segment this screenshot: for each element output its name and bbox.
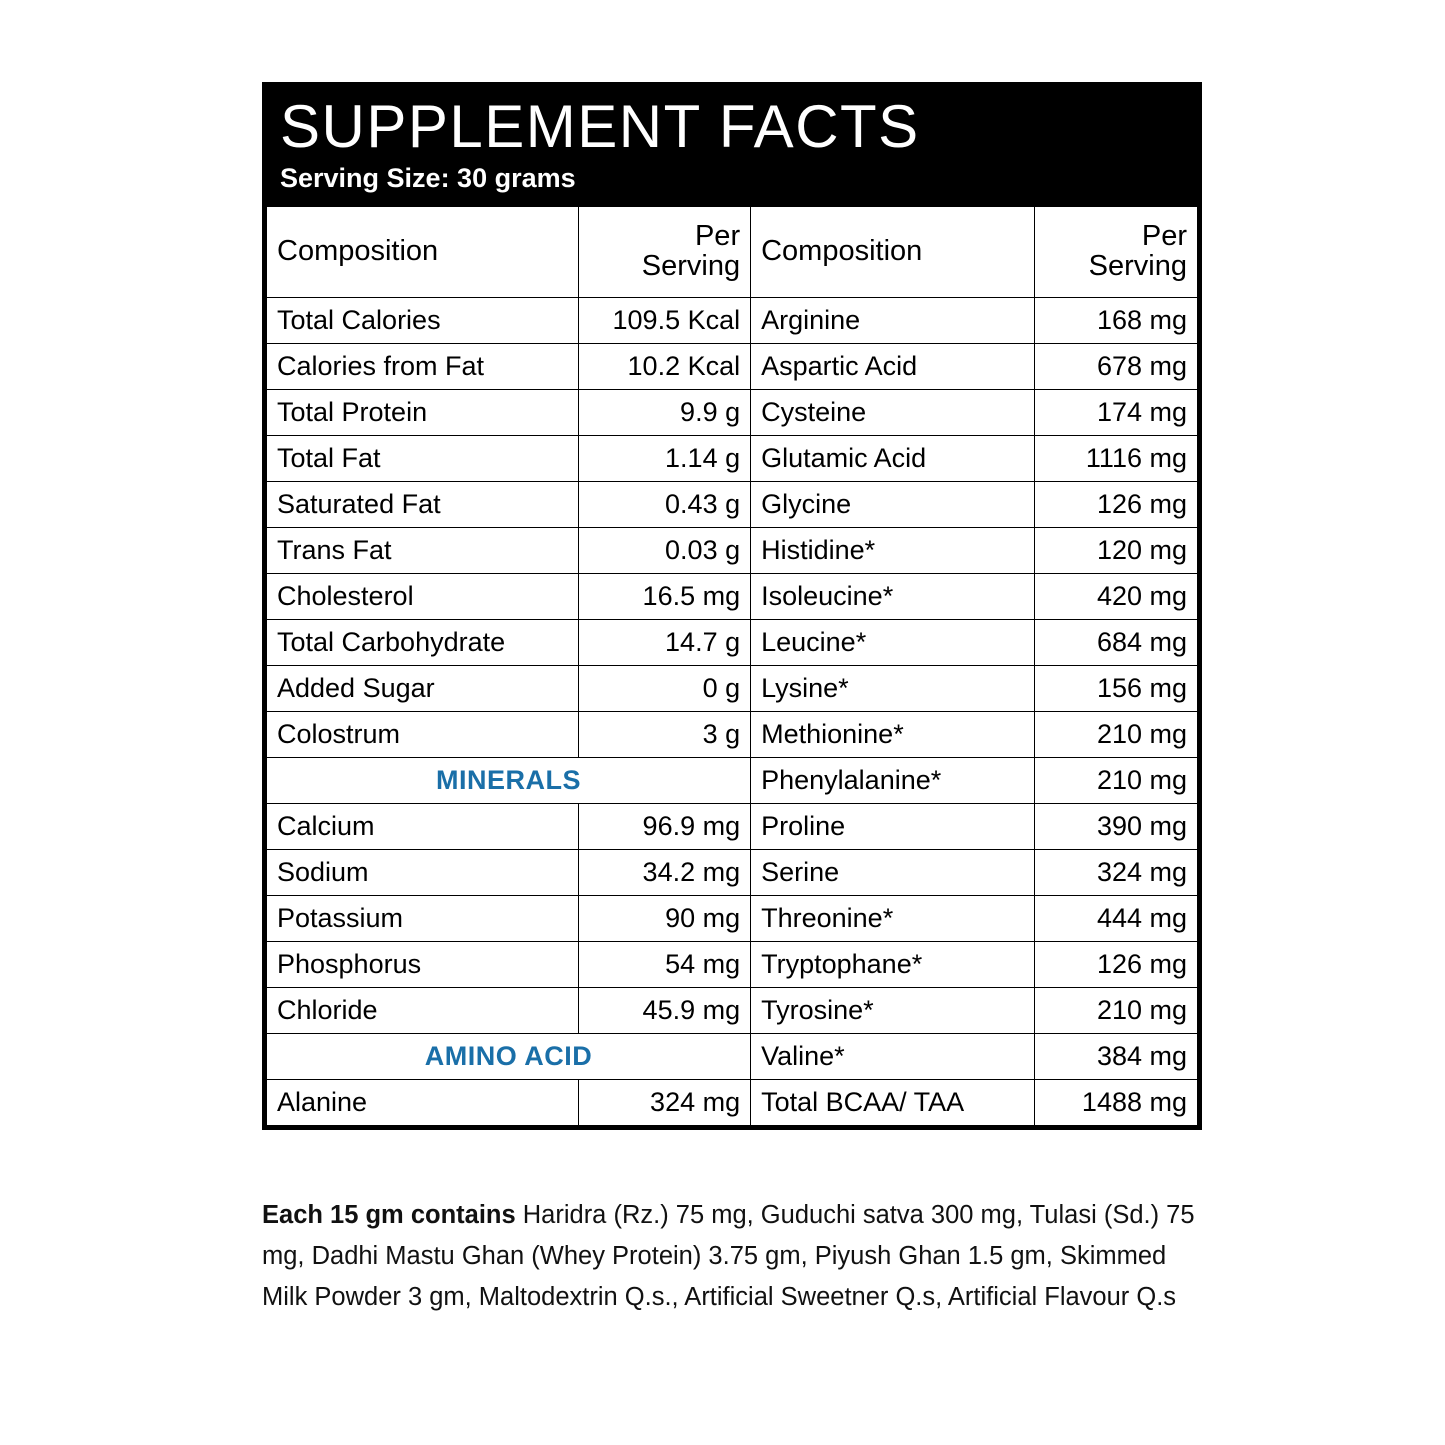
row-label: Total BCAA/ TAA <box>751 1080 1035 1126</box>
table-row <box>267 436 1198 482</box>
row-value: 9.9 g <box>578 390 750 436</box>
row-label: Total Calories <box>267 298 579 344</box>
row-label: Sodium <box>267 850 579 896</box>
row-label: Aspartic Acid <box>751 344 1035 390</box>
table-row <box>267 942 1198 988</box>
row-label: Added Sugar <box>267 666 579 712</box>
row-label: Total Protein <box>267 390 579 436</box>
row-value: 10.2 Kcal <box>578 344 750 390</box>
table-row <box>267 344 1198 390</box>
row-label: Histidine* <box>751 528 1035 574</box>
row-label: Isoleucine* <box>751 574 1035 620</box>
table-row <box>267 390 1198 436</box>
table-row-section-amino-acid <box>267 1034 1198 1080</box>
table-row <box>267 896 1198 942</box>
row-label: Tyrosine* <box>751 988 1035 1034</box>
row-value: 324 mg <box>578 1080 750 1126</box>
nutrition-table-body <box>267 207 1198 1126</box>
row-value: 0 g <box>578 666 750 712</box>
column-header-per-serving-left: Per Serving <box>578 207 750 298</box>
panel-title: SUPPLEMENT FACTS <box>280 93 920 160</box>
row-value: 16.5 mg <box>578 574 750 620</box>
row-label: Valine* <box>751 1034 1035 1080</box>
row-value: 210 mg <box>1035 712 1198 758</box>
row-value: 420 mg <box>1035 574 1198 620</box>
row-label: Potassium <box>267 896 579 942</box>
row-value: 1.14 g <box>578 436 750 482</box>
row-value: 156 mg <box>1035 666 1198 712</box>
row-label: Saturated Fat <box>267 482 579 528</box>
section-header-minerals: MINERALS <box>267 758 751 804</box>
table-row <box>267 712 1198 758</box>
table-row <box>267 298 1198 344</box>
footnote-text: Haridra (Rz.) 75 mg, Guduchi satva 300 mg, Tulasi (Sd.) 75 mg, Dadhi Mastu Ghan (Whey Protein) 3.75 gm, Piyush Ghan 1.5 gm, Skimmed Milk Powder 3 gm, Maltodextrin Q.s., Artificial Sweetner Q.s, Artificial Flavour Q.s <box>262 1201 1195 1311</box>
row-value: 126 mg <box>1035 942 1198 988</box>
row-value: 0.43 g <box>578 482 750 528</box>
row-label: Phenylalanine* <box>751 758 1035 804</box>
row-label: Serine <box>751 850 1035 896</box>
table-row <box>267 574 1198 620</box>
row-label: Total Fat <box>267 436 579 482</box>
serving-size-label: Serving Size: 30 grams <box>280 163 576 193</box>
row-label: Lysine* <box>751 666 1035 712</box>
row-value: 684 mg <box>1035 620 1198 666</box>
column-header-per-serving-right: Per Serving <box>1035 207 1198 298</box>
row-value: 1116 mg <box>1035 436 1198 482</box>
row-value: 3 g <box>578 712 750 758</box>
row-label: Leucine* <box>751 620 1035 666</box>
nutrition-table <box>266 206 1198 1126</box>
table-row <box>267 988 1198 1034</box>
row-label: Proline <box>751 804 1035 850</box>
row-value: 109.5 Kcal <box>578 298 750 344</box>
footnote-lead: Each 15 gm contains <box>262 1201 516 1229</box>
table-header-row <box>267 207 1198 298</box>
row-value: 34.2 mg <box>578 850 750 896</box>
row-label: Total Carbohydrate <box>267 620 579 666</box>
row-value: 174 mg <box>1035 390 1198 436</box>
row-label: Chloride <box>267 988 579 1034</box>
table-row <box>267 528 1198 574</box>
row-value: 384 mg <box>1035 1034 1198 1080</box>
row-label: Calcium <box>267 804 579 850</box>
row-label: Methionine* <box>751 712 1035 758</box>
row-label: Colostrum <box>267 712 579 758</box>
row-label: Tryptophane* <box>751 942 1035 988</box>
column-header-composition-left: Composition <box>267 207 579 298</box>
row-value: 210 mg <box>1035 758 1198 804</box>
table-row-section-minerals <box>267 758 1198 804</box>
row-value: 96.9 mg <box>578 804 750 850</box>
row-value: 90 mg <box>578 896 750 942</box>
table-row <box>267 482 1198 528</box>
supplement-facts-panel <box>262 82 1202 1130</box>
row-label: Calories from Fat <box>267 344 579 390</box>
table-row <box>267 1080 1198 1126</box>
row-value: 444 mg <box>1035 896 1198 942</box>
row-label: Threonine* <box>751 896 1035 942</box>
row-value: 210 mg <box>1035 988 1198 1034</box>
row-value: 678 mg <box>1035 344 1198 390</box>
ingredients-footnote <box>262 1195 1202 1318</box>
row-label: Cysteine <box>751 390 1035 436</box>
row-value: 14.7 g <box>578 620 750 666</box>
table-row <box>267 620 1198 666</box>
row-label: Arginine <box>751 298 1035 344</box>
row-label: Glutamic Acid <box>751 436 1035 482</box>
row-value: 126 mg <box>1035 482 1198 528</box>
row-value: 1488 mg <box>1035 1080 1198 1126</box>
table-row <box>267 804 1198 850</box>
row-label: Phosphorus <box>267 942 579 988</box>
table-row <box>267 666 1198 712</box>
row-value: 324 mg <box>1035 850 1198 896</box>
column-header-composition-right: Composition <box>751 207 1035 298</box>
row-label: Alanine <box>267 1080 579 1126</box>
row-value: 390 mg <box>1035 804 1198 850</box>
panel-header <box>266 86 1198 206</box>
row-label: Trans Fat <box>267 528 579 574</box>
row-value: 168 mg <box>1035 298 1198 344</box>
table-row <box>267 850 1198 896</box>
row-value: 0.03 g <box>578 528 750 574</box>
row-label: Cholesterol <box>267 574 579 620</box>
row-value: 45.9 mg <box>578 988 750 1034</box>
row-label: Glycine <box>751 482 1035 528</box>
section-header-amino-acid: AMINO ACID <box>267 1034 751 1080</box>
row-value: 120 mg <box>1035 528 1198 574</box>
row-value: 54 mg <box>578 942 750 988</box>
